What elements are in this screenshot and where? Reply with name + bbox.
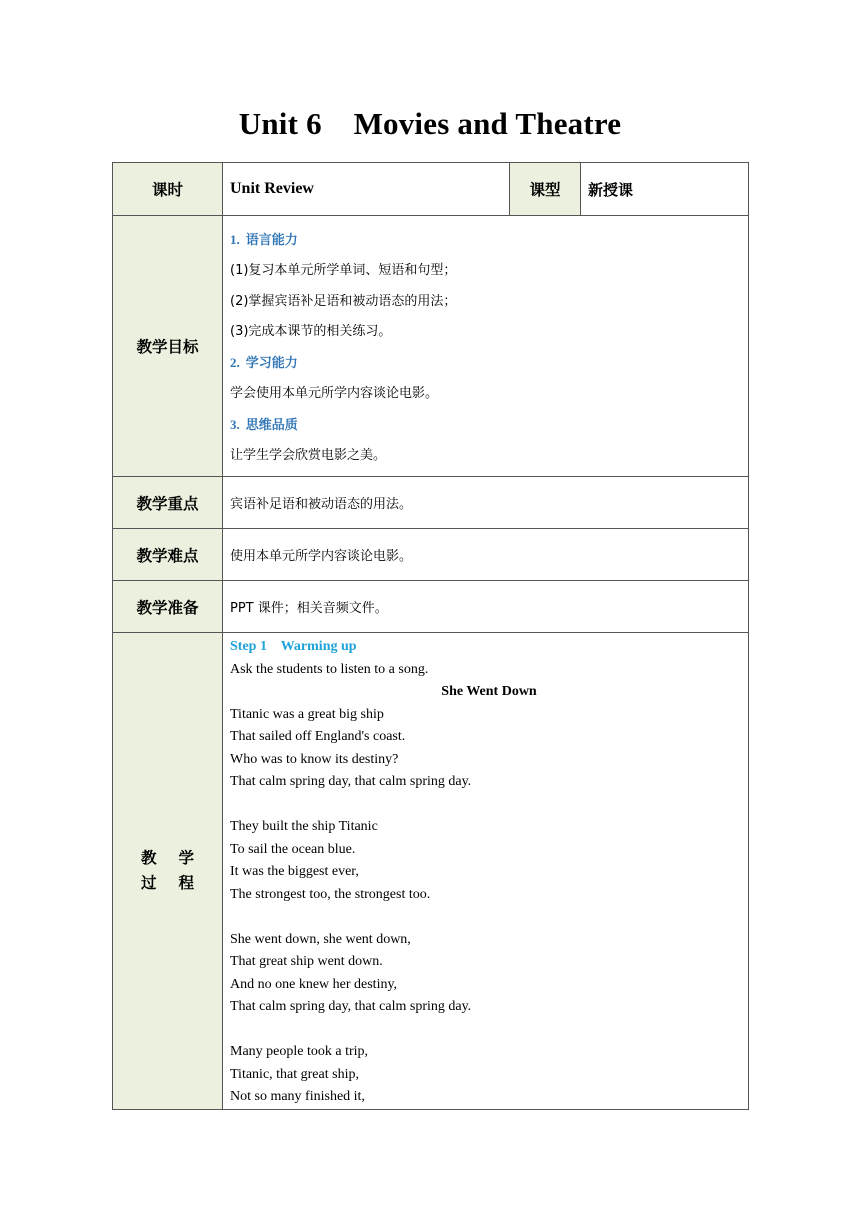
key-points-value: 宾语补足语和被动语态的用法。 xyxy=(223,477,749,529)
key-points-label: 教学重点 xyxy=(113,477,223,529)
lesson-row xyxy=(113,163,749,216)
lyric-line xyxy=(230,906,748,929)
objective-item: 学会使用本单元所学内容谈论电影。 xyxy=(230,385,439,401)
lyric-line: The strongest too, the strongest too. xyxy=(230,886,431,902)
objectives-content xyxy=(223,216,749,477)
preparation-row xyxy=(113,581,749,633)
song-title: She Went Down xyxy=(441,684,537,700)
process-label: 教学 过程 xyxy=(113,633,223,1110)
difficulties-row xyxy=(113,529,749,581)
lyric-line xyxy=(230,1019,748,1042)
lyric-line: It was the biggest ever, xyxy=(230,864,359,880)
lesson-label: 课时 xyxy=(113,163,223,216)
lyric-line: That calm spring day, that calm spring day. xyxy=(230,999,472,1015)
process-row xyxy=(113,633,749,1110)
preparation-value: PPT 课件；相关音频文件。 xyxy=(223,581,749,633)
lyric-line: To sail the ocean blue. xyxy=(230,841,356,857)
type-value: 新授课 xyxy=(581,163,749,216)
lyric-line: Many people took a trip, xyxy=(230,1044,369,1060)
lyric-line: Who was to know its destiny? xyxy=(230,751,399,767)
process-content xyxy=(223,633,749,1110)
objectives-label: 教学目标 xyxy=(113,216,223,477)
lyric-line: Not so many finished it, xyxy=(230,1089,365,1105)
lyric-line xyxy=(230,794,748,817)
lyric-line: Titanic, that great ship, xyxy=(230,1066,359,1082)
objective-item: 让学生学会欣赏电影之美。 xyxy=(230,447,387,463)
lyric-line: She went down, she went down, xyxy=(230,931,411,947)
type-label: 课型 xyxy=(510,163,581,216)
lyric-line: That calm spring day, that calm spring day. xyxy=(230,774,472,790)
objective-item: (2)掌握宾语补足语和被动语态的用法； xyxy=(230,293,457,309)
lyric-line: They built the ship Titanic xyxy=(230,819,378,835)
instruction: Ask the students to listen to a song. xyxy=(230,661,429,677)
key-points-row xyxy=(113,477,749,529)
difficulties-value: 使用本单元所学内容谈论电影。 xyxy=(223,529,749,581)
lyric-line: That sailed off England's coast. xyxy=(230,729,406,745)
objectives-row xyxy=(113,216,749,477)
objective-heading: 3. 思维品质 xyxy=(230,416,298,433)
preparation-label: 教学准备 xyxy=(113,581,223,633)
difficulties-label: 教学难点 xyxy=(113,529,223,581)
objective-item: (1)复习本单元所学单词、短语和句型； xyxy=(230,262,457,278)
lyric-line: And no one knew her destiny, xyxy=(230,976,398,992)
lyric-line: Titanic was a great big ship xyxy=(230,706,384,722)
objective-heading: 2. 学习能力 xyxy=(230,355,298,372)
objective-heading: 1. 语言能力 xyxy=(230,232,298,248)
lyrics xyxy=(230,704,748,1109)
objective-item: (3)完成本课节的相关练习。 xyxy=(230,324,392,340)
lesson-value: Unit Review xyxy=(223,163,510,216)
lyric-line: That great ship went down. xyxy=(230,954,383,970)
document-title: Unit 6 Movies and Theatre xyxy=(238,106,622,141)
step-title: Step 1 Warming up xyxy=(230,639,357,655)
lesson-plan-table xyxy=(112,162,749,1110)
